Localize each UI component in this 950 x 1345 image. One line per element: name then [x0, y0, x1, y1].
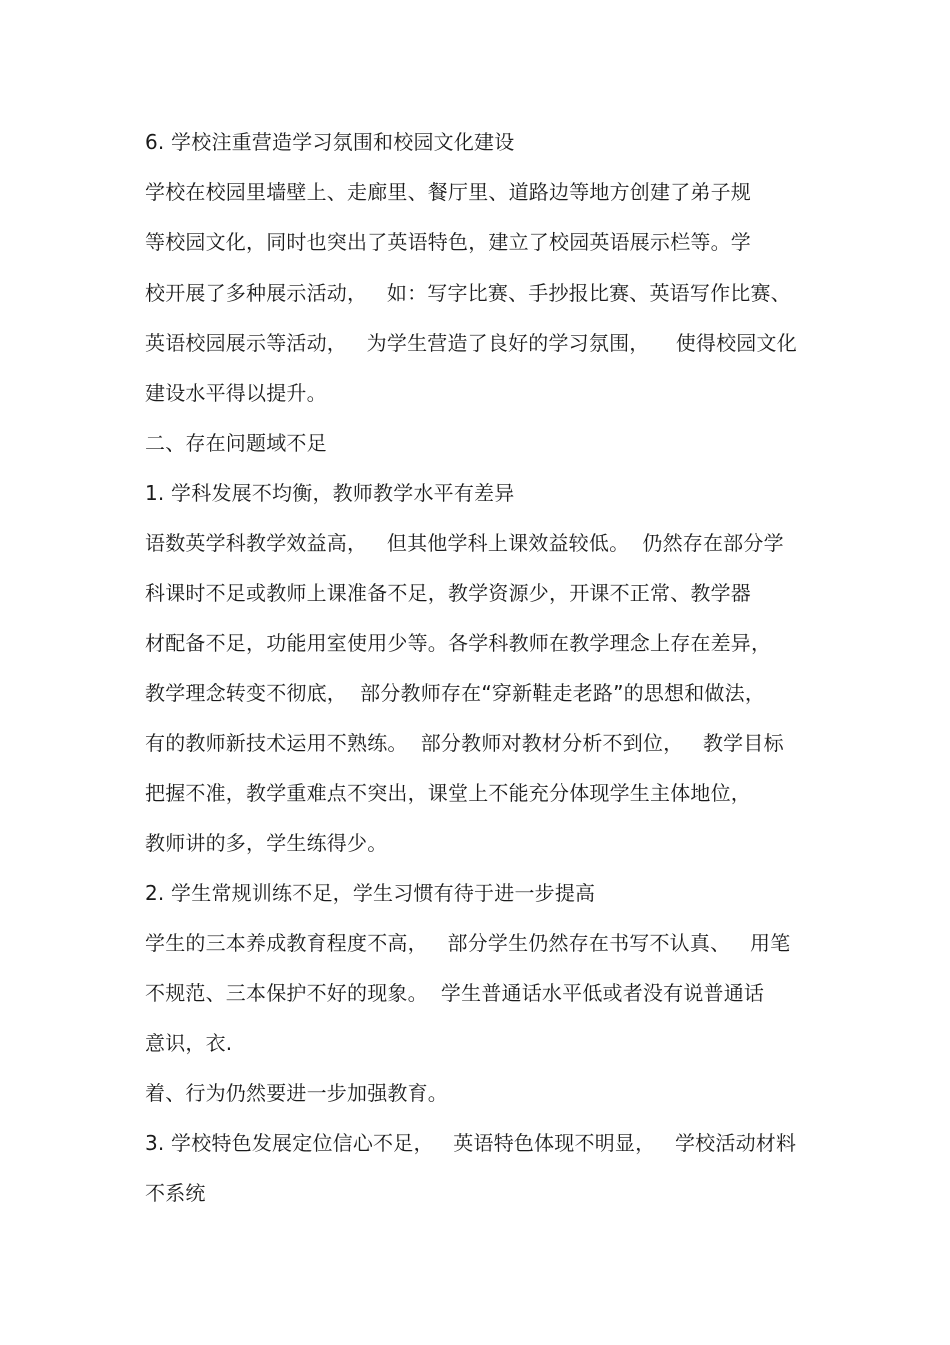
paragraph-line: 校开展了多种展示活动， 如：写字比赛、手抄报比赛、英语写作比赛、	[145, 281, 791, 305]
paragraph-line: 英语校园展示等活动， 为学生营造了良好的学习氛围， 使得校园文化	[145, 331, 797, 355]
paragraph-line: 等校园文化，同时也突出了英语特色，建立了校园英语展示栏等。学	[145, 230, 751, 254]
section-heading-6: 6. 学校注重营造学习氛围和校园文化建设	[145, 130, 515, 154]
paragraph-line: 材配备不足，功能用室使用少等。各学科教师在教学理念上存在差异，	[145, 631, 772, 655]
subheading-2: 2. 学生常规训练不足，学生习惯有待于进一步提高	[145, 881, 596, 905]
paragraph-line: 科课时不足或教师上课准备不足，教学资源少，开课不正常、教学器	[145, 581, 751, 605]
paragraph-line: 意识，衣.	[145, 1031, 233, 1055]
paragraph-line: 教师讲的多，学生练得少。	[145, 831, 388, 855]
subheading-3: 3. 学校特色发展定位信心不足， 英语特色体现不明显， 学校活动材料	[145, 1131, 797, 1155]
paragraph-line: 教学理念转变不彻底， 部分教师存在“穿新鞋走老路”的思想和做法，	[145, 681, 766, 705]
paragraph-line: 不规范、三本保护不好的现象。 学生普通话水平低或者没有说普通话	[145, 981, 765, 1005]
section-heading-problems: 二、存在问题域不足	[145, 431, 327, 455]
paragraph-line: 学校在校园里墙壁上、走廊里、餐厅里、道路边等地方创建了弟子规	[145, 180, 751, 204]
paragraph-line: 不系统	[145, 1181, 206, 1205]
subheading-1: 1. 学科发展不均衡，教师教学水平有差异	[145, 481, 515, 505]
paragraph-line: 语数英学科教学效益高， 但其他学科上课效益较低。 仍然存在部分学	[145, 531, 784, 555]
paragraph-line: 建设水平得以提升。	[145, 381, 327, 405]
paragraph-line: 着、行为仍然要进一步加强教育。	[145, 1081, 448, 1105]
paragraph-line: 学生的三本养成教育程度不高， 部分学生仍然存在书写不认真、 用笔	[145, 931, 791, 955]
paragraph-line: 把握不准，教学重难点不突出，课堂上不能充分体现学生主体地位，	[145, 781, 751, 805]
paragraph-line: 有的教师新技术运用不熟练。 部分教师对教材分析不到位， 教学目标	[145, 731, 784, 755]
